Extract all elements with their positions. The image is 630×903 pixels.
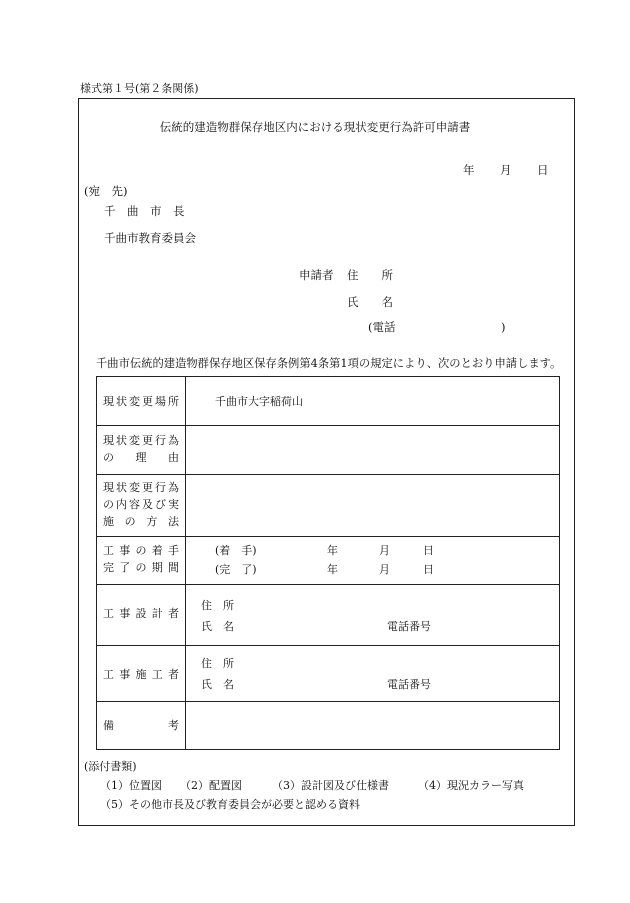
period-end-day: 日 — [423, 563, 434, 576]
period-end-label: (完 了) — [215, 563, 257, 576]
period-start-day: 日 — [423, 544, 434, 557]
table-row-label — [103, 605, 179, 622]
contractor-phone-label: 電話番号 — [387, 678, 431, 691]
table-row-divider — [97, 645, 559, 646]
designer-name-label: 氏 名 — [201, 620, 234, 633]
applicant-phone-open: (電話 — [368, 320, 396, 334]
table-column-divider — [185, 377, 186, 749]
label-line: 備 考 — [103, 719, 179, 732]
label-line: 施 の 方 法 — [103, 515, 179, 528]
period-start-label: (着 手) — [215, 544, 257, 557]
table-row-label — [103, 479, 179, 530]
table-row-label — [103, 432, 179, 466]
form-title: 伝統的建造物群保存地区内における現状変更行為許可申請書 — [159, 120, 471, 134]
contractor-name-label: 氏 名 — [201, 678, 234, 691]
label-line: 工事施工者 — [103, 668, 179, 681]
table-row-divider — [97, 584, 559, 585]
period-end-month: 月 — [379, 563, 390, 576]
table-row-divider — [97, 474, 559, 475]
table-row-divider — [97, 701, 559, 702]
date-month-label: 月 — [500, 163, 512, 177]
label-line: 完了の期間 — [103, 561, 179, 574]
label-line: 現状変更場所 — [103, 395, 179, 408]
attachment-item: （3）設計図及び仕様書 — [272, 779, 389, 792]
applicant-phone-close: ) — [501, 320, 506, 334]
table-row-divider — [97, 425, 559, 426]
table-row-label — [103, 666, 179, 683]
attachment-item: （2）配置図 — [180, 779, 242, 792]
label-line: の 理 由 — [103, 451, 179, 464]
addressee-mayor: 千 曲 市 長 — [104, 204, 185, 218]
designer-phone-label: 電話番号 — [387, 620, 431, 633]
table-row-divider — [97, 536, 559, 537]
period-end-year: 年 — [327, 563, 338, 576]
addressee-board: 千曲市教育委員会 — [104, 231, 196, 245]
change-location-value: 千曲市大字稲荷山 — [215, 395, 303, 408]
label-line: の内容及び実 — [103, 498, 179, 511]
contractor-address-label: 住 所 — [201, 657, 234, 670]
label-line: 工事設計者 — [103, 607, 179, 620]
form-number: 様式第１号(第２条関係) — [80, 82, 199, 95]
applicant-prefix: 申請者 — [299, 268, 334, 282]
table-row-label — [103, 717, 179, 734]
designer-address-label: 住 所 — [201, 599, 234, 612]
attachment-item: （1）位置図 — [100, 779, 162, 792]
attachment-item: （5）その他市長及び教育委員会が必要と認める資料 — [100, 798, 360, 811]
addressee-label: (宛 先) — [84, 184, 128, 198]
label-line: 現状変更行為 — [103, 481, 179, 494]
period-start-month: 月 — [379, 544, 390, 557]
attachment-item: （4）現況カラー写真 — [418, 779, 524, 792]
period-start-year: 年 — [327, 544, 338, 557]
attachments-heading: (添付書類) — [84, 760, 137, 773]
date-year-label: 年 — [463, 163, 475, 177]
application-table — [96, 376, 560, 750]
date-day-label: 日 — [537, 163, 549, 177]
table-row-label — [103, 393, 179, 410]
label-line: 工事の着手 — [103, 544, 179, 557]
applicant-address-label: 住 所 — [347, 268, 393, 282]
table-row-label — [103, 542, 179, 576]
application-statement: 千曲市伝統的建造物群保存地区保存条例第4条第1項の規定により、次のとおり申請します。 — [96, 357, 562, 370]
label-line: 現状変更行為 — [103, 434, 179, 447]
applicant-name-label: 氏 名 — [347, 295, 393, 309]
